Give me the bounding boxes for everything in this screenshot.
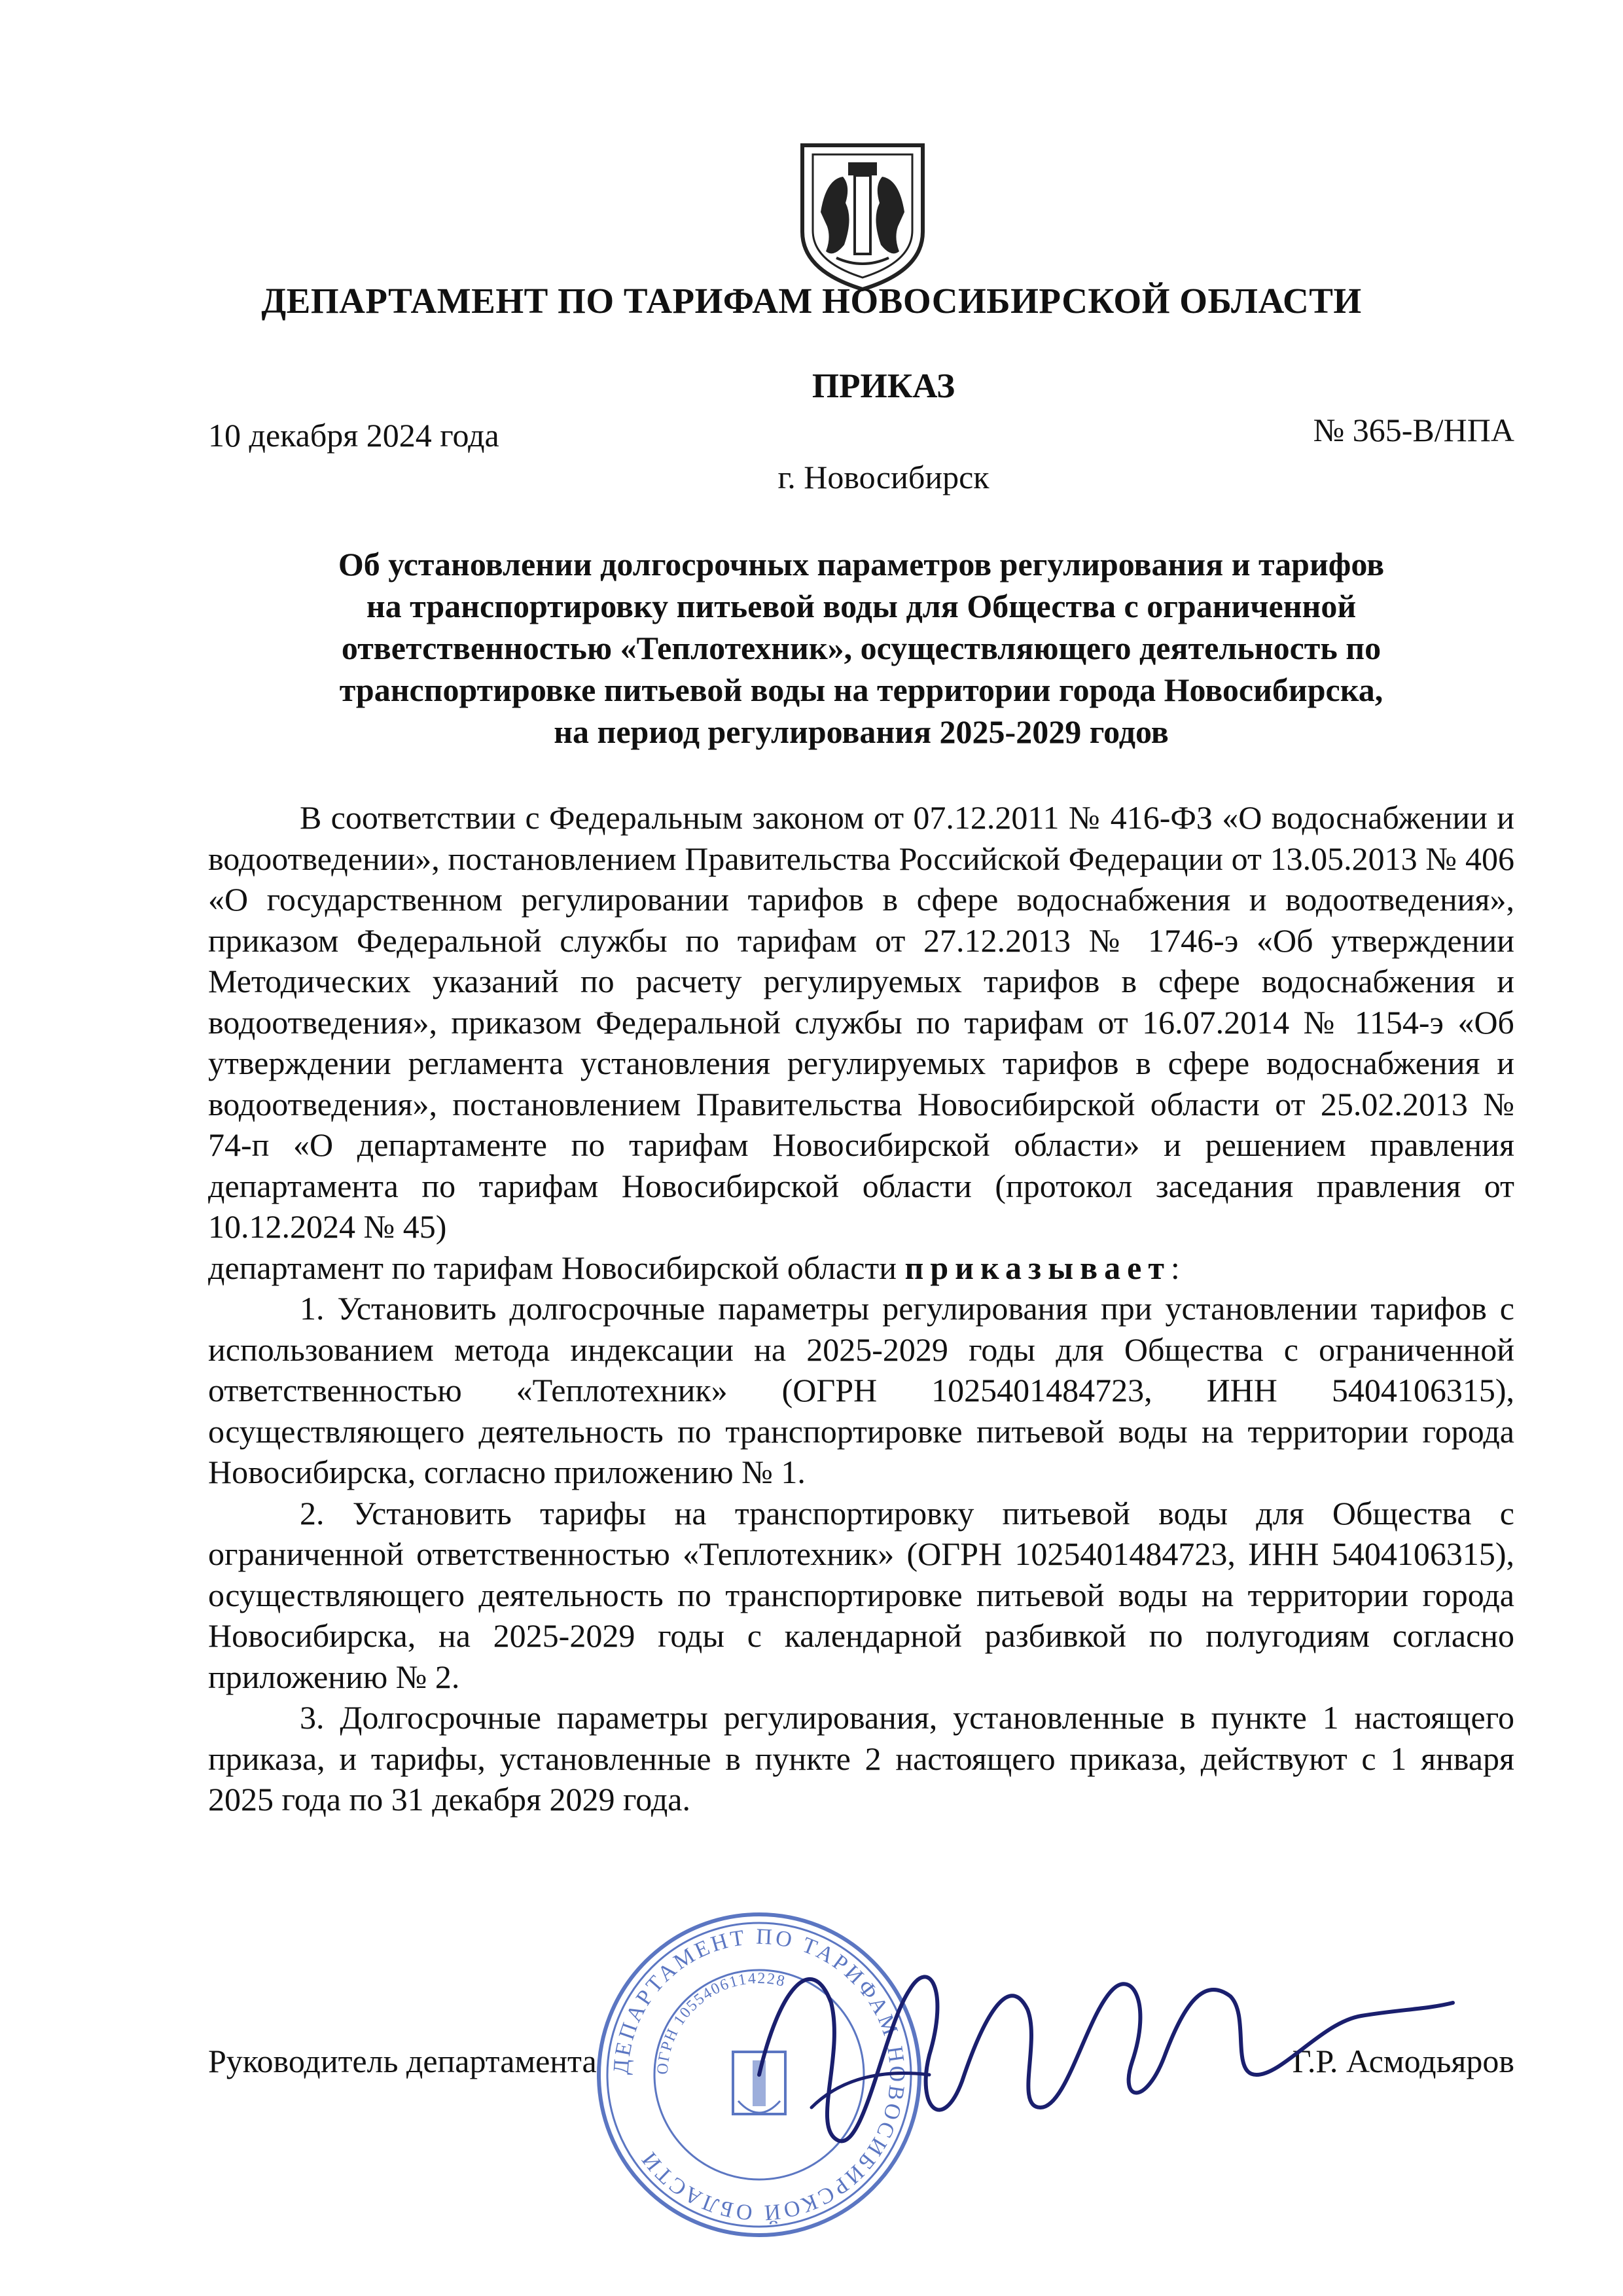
document-date: 10 декабря 2024 года: [208, 417, 499, 454]
signer-name: Г.Р. Асмодьяров: [1292, 2043, 1514, 2079]
title-line: ответственностью «Теплотехник», осуществляющего деятельность по: [341, 630, 1382, 666]
document-title: [208, 543, 1514, 753]
title-line: Об установлении долгосрочных параметров регулирования и тарифов: [338, 546, 1385, 583]
department-name: ДЕПАРТАМЕНТ ПО ТАРИФАМ НОВОСИБИРСКОЙ ОБЛАСТИ: [261, 281, 1362, 321]
decree-item-3: 3. Долгосрочные параметры регулирования, установленные в пункте 1 настоящего приказа, и тарифы, установленные в пункте 2 настоящего приказа, действуют с 1 января 2025 года по 31 декабря 2029 года.: [208, 1699, 1514, 1818]
title-line: на транспортировку питьевой воды для Общества с ограниченной: [366, 588, 1357, 624]
decree-item-2: 2. Установить тарифы на транспортировку питьевой воды для Общества с ограниченной ответственностью «Теплотехник» (ОГРН 1025401484723, ИНН 5404106315), осуществляющего деятельность по транспортировке питьевой воды на территории города Новосибирска, на 2025-2029 годы с календарной разбивкой по полугодиям согласно приложению № 2.: [208, 1494, 1514, 1695]
stamp-text: ДЕПАРТАМЕНТ ПО ТАРИФАМ НОВОСИБИРСКОЙ ОБЛАСТИ: [609, 1924, 910, 2225]
decree-colon: :: [1170, 1249, 1180, 1286]
coat-of-arms-icon: [797, 140, 928, 295]
preamble-paragraph: В соответствии с Федеральным законом от 07.12.2011 № 416-ФЗ «О водоснабжении и водоотведении», постановлением Правительства Российской Федерации от 13.05.2013 № 406 «О государственном регулировании тарифов в сфере водоснабжения и водоотведения», приказом Федеральной службы по тарифам от 27.12.2013 № 1746-э «Об утверждении Методических указаний по расчету регулируемых тарифов в сфере водоснабжения и водоотведения», приказом Федеральной службы по тарифам от 16.07.2014 № 1154-э «Об утверждении регламента установления регулируемых тарифов в сфере водоснабжения и водоотведения», постановлением Правительства Новосибирской области от 25.02.2013 № 74-п «О департаменте по тарифам Новосибирской области» и решением правления департамента по тарифам Новосибирской области (протокол заседания правления от 10.12.2024 № 45): [208, 799, 1514, 1245]
handwritten-signature-icon: [733, 1911, 1466, 2173]
document-city: г. Новосибирск: [777, 459, 990, 495]
title-line: на период регулирования 2025-2029 годов: [554, 713, 1169, 750]
document-body: [208, 797, 1514, 1820]
document-type: ПРИКАЗ: [812, 367, 955, 405]
document-number: № 365-В/НПА: [1313, 412, 1514, 448]
title-line: транспортировке питьевой воды на территории города Новосибирска,: [339, 672, 1383, 708]
decree-line: [208, 1247, 1514, 1289]
signer-position: Руководитель департамента: [208, 2043, 597, 2079]
decree-item-1: 1. Установить долгосрочные параметры регулирования при установлении тарифов с использованием метода индексации на 2025-2029 годы для Общества с ограниченной ответственностью «Теплотехник» (ОГРН 1025401484723, ИНН 5404106315), осуществляющего деятельность по транспортировке питьевой воды на территории города Новосибирска, согласно приложению № 1.: [208, 1290, 1514, 1490]
decree-lead: департамент по тарифам Новосибирской области: [208, 1249, 897, 1286]
stamp-ogrn: ОГРН 1055406114228: [654, 1969, 788, 2075]
decree-word: приказывает: [904, 1249, 1171, 1286]
